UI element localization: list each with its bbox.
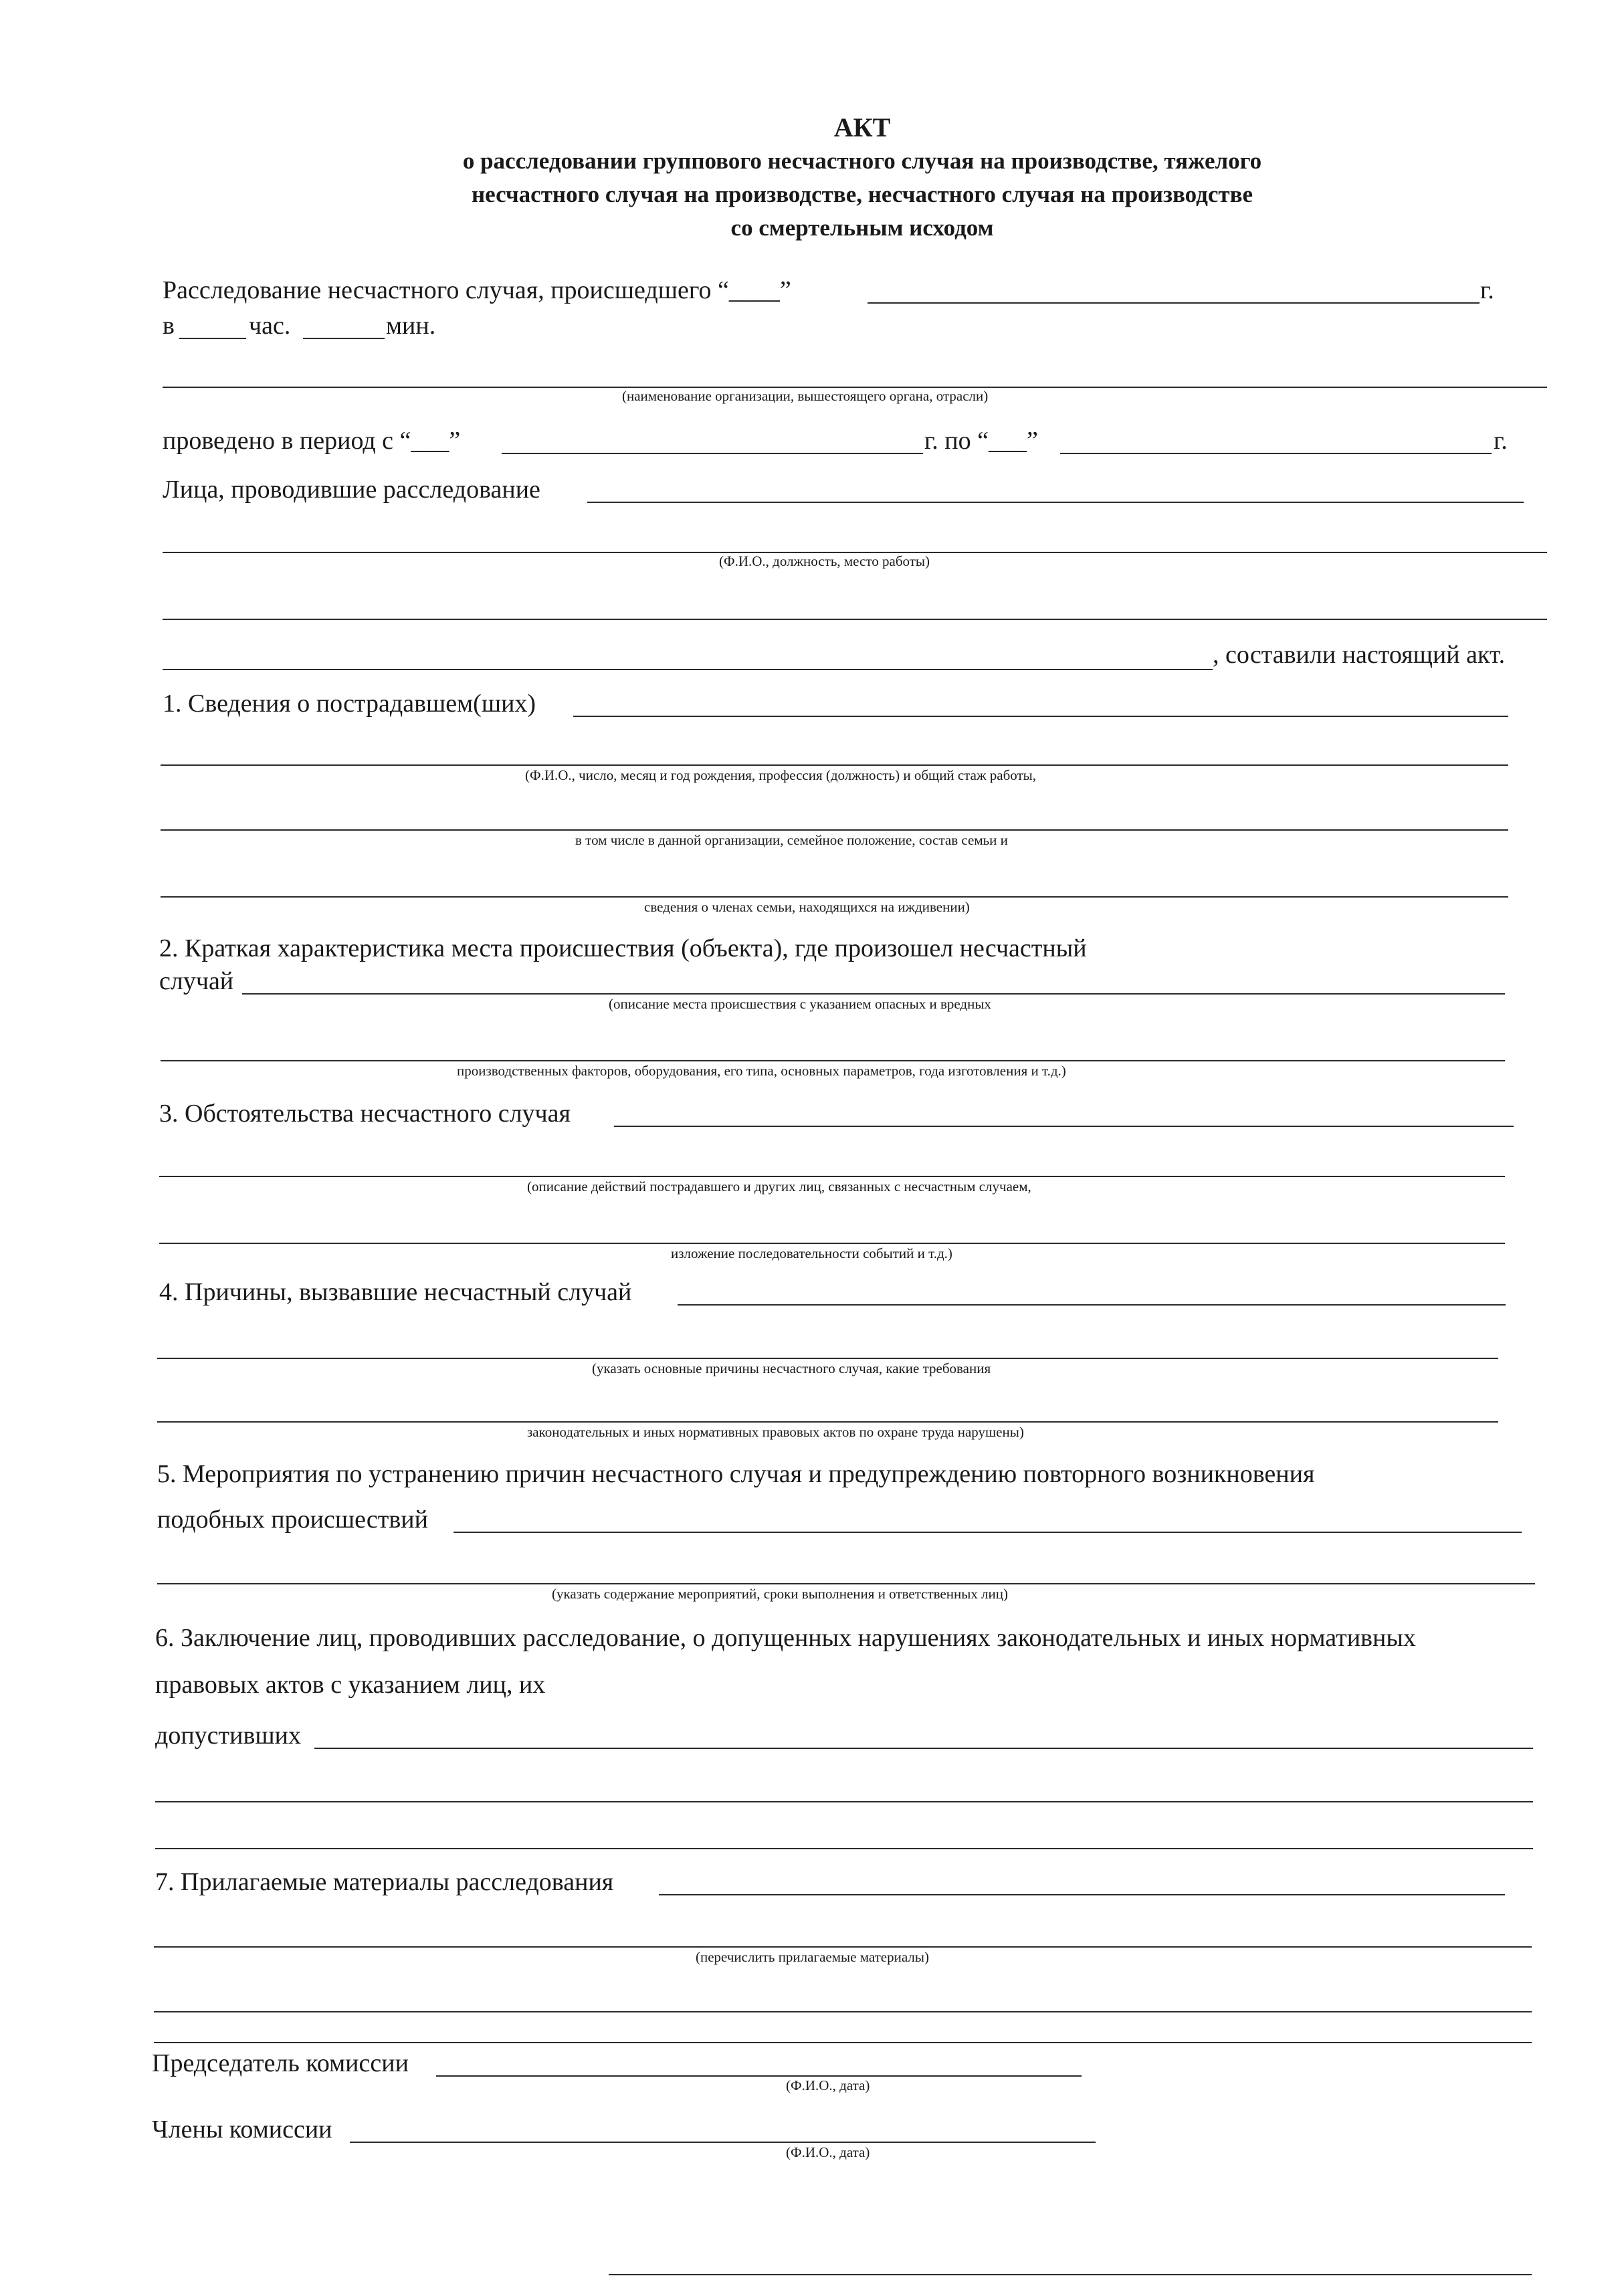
section-7-label: 7. Прилагаемые материалы расследования [155,1868,614,1896]
minutes-field[interactable] [303,338,385,339]
section-3-field[interactable] [614,1126,1514,1127]
section-5-field[interactable] [453,1532,1522,1533]
section-3-field-3[interactable] [159,1243,1505,1244]
persons-field-3[interactable] [163,619,1547,620]
document-subtitle-line-3: со смертельным исходом [730,215,994,241]
section-1-caption-1: (Ф.И.О., число, месяц и год рождения, профессия (должность) и общий стаж работы, [525,767,1037,783]
period-year-suffix: г. [1494,427,1508,455]
members-signature-field[interactable] [350,2142,1096,2143]
period-from-date-field[interactable] [502,453,923,454]
members-caption: (Ф.И.О., дата) [786,2144,870,2160]
section-4-field-3[interactable] [157,1421,1498,1423]
section-3-field-2[interactable] [159,1176,1505,1177]
section-2-label-line-2: случай [159,967,234,995]
chairman-caption: (Ф.И.О., дата) [786,2077,870,2093]
section-4-field[interactable] [678,1304,1506,1306]
year-suffix: г. [1480,276,1494,304]
section-5-field-2[interactable] [157,1583,1535,1584]
section-2-label-line-1: 2. Краткая характеристика места происшествия (объекта), где произошел несчастный [159,934,1087,962]
section-1-caption-2: в том числе в данной организации, семейное положение, состав семьи и [575,832,1008,848]
document-subtitle-line-1: о расследовании группового несчастного случая на производстве, тяжелого [462,148,1262,174]
section-1-field-2[interactable] [161,764,1508,766]
section-2-caption-2: производственных факторов, оборудования, его типа, основных параметров, года изготовления и т.д.) [457,1063,1066,1079]
compiled-text: , составили настоящий акт. [1213,641,1506,669]
section-2-field[interactable] [242,993,1505,995]
section-1-field-4[interactable] [161,896,1508,898]
section-1-field[interactable] [573,716,1508,717]
chairman-label: Председатель комиссии [152,2049,409,2077]
persons-field-4[interactable] [163,669,1213,670]
chairman-signature-field[interactable] [436,2075,1082,2077]
section-5-label-line-1: 5. Мероприятия по устранению причин несчастного случая и предупреждению повторного возникновения [157,1460,1315,1488]
document-title: АКТ [833,112,891,142]
section-4-caption-2: законодательных и иных нормативных правовых актов по охране труда нарушены) [527,1424,1024,1440]
bottom-line [609,2274,1532,2275]
section-7-field-4[interactable] [154,2042,1532,2043]
section-1-caption-3: сведения о членах семьи, находящихся на иждивении) [644,899,970,915]
persons-label: Лица, проводившие расследование [163,476,540,504]
section-7-field-3[interactable] [154,2011,1532,2012]
hours-field[interactable] [179,338,246,339]
section-6-field[interactable] [314,1748,1533,1749]
hours-label: час. [249,312,291,340]
section-4-field-2[interactable] [157,1358,1498,1359]
section-6-label-line-1: 6. Заключение лиц, проводивших расследование, о допущенных нарушениях законодательных и иных нормативных [155,1624,1416,1652]
section-5-label-line-2: подобных происшествий [157,1506,428,1534]
section-6-field-2[interactable] [155,1801,1533,1802]
section-6-label-line-2: правовых актов с указанием лиц, их [155,1671,546,1699]
organization-caption: (наименование организации, вышестоящего органа, отрасли) [622,388,989,404]
section-7-field-2[interactable] [154,1946,1532,1948]
section-3-caption-1: (описание действий пострадавшего и других лиц, связанных с несчастным случаем, [527,1178,1031,1195]
persons-field[interactable] [587,502,1524,503]
section-1-label: 1. Сведения о пострадавшем(ших) [163,690,536,718]
time-prefix: в [163,312,175,340]
section-2-field-2[interactable] [161,1060,1505,1061]
section-3-label: 3. Обстоятельства несчастного случая [159,1100,571,1128]
document-subtitle-line-2: несчастного случая на производстве, несчастного случая на производстве [471,181,1253,207]
period-to-label: г. по “___” [924,427,1038,455]
investigation-date-label: Расследование несчастного случая, происшедшего “____” [163,276,791,304]
section-6-field-3[interactable] [155,1848,1533,1849]
incident-date-field[interactable] [868,302,1480,304]
section-2-caption-1: (описание места происшествия с указанием опасных и вредных [609,996,991,1012]
section-3-caption-2: изложение последовательности событий и т.д.) [671,1245,952,1261]
section-6-label-line-3: допустивших [155,1722,302,1750]
section-5-caption: (указать содержание мероприятий, сроки выполнения и ответственных лиц) [552,1586,1009,1602]
section-4-caption-1: (указать основные причины несчастного случая, какие требования [592,1360,991,1376]
section-4-label: 4. Причины, вызвавшие несчастный случай [159,1278,632,1306]
section-7-field[interactable] [659,1894,1505,1895]
period-from-label: проведено в период с “___” [163,427,461,455]
section-1-field-3[interactable] [161,829,1508,831]
minutes-label: мин. [386,312,436,340]
section-7-caption: (перечислить прилагаемые материалы) [696,1949,929,1965]
persons-caption: (Ф.И.О., должность, место работы) [719,553,930,569]
members-label: Члены комиссии [152,2115,332,2144]
period-to-date-field[interactable] [1060,453,1492,454]
